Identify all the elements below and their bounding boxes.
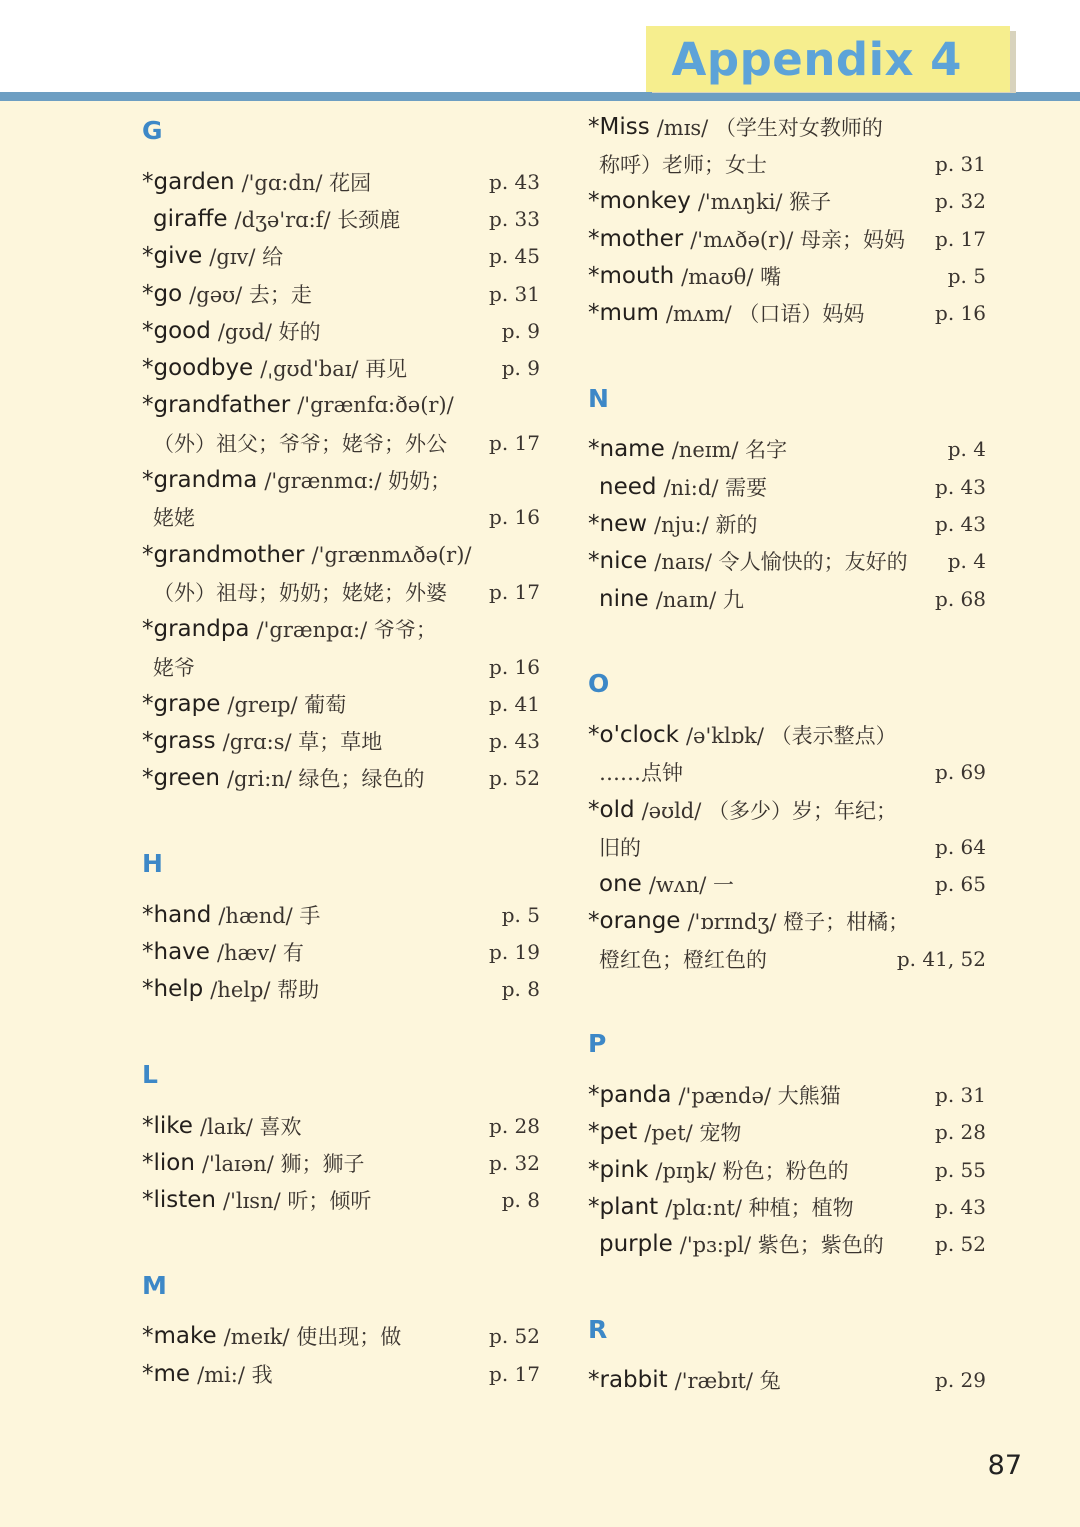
page-reference: p. 17 <box>935 226 986 251</box>
pronunciation-definition: /gʊd/ 好的 <box>217 319 321 344</box>
entry-line <box>142 760 540 797</box>
headword: *garden <box>142 168 235 195</box>
section-gap <box>588 332 986 371</box>
pronunciation-definition: /greɪp/ 葡萄 <box>227 692 347 717</box>
page-reference: p. 64 <box>935 834 986 859</box>
headword: one <box>599 871 642 898</box>
section-letter-r: R <box>588 1314 608 1344</box>
page-reference: p. 32 <box>935 189 986 214</box>
headword: *Miss <box>588 113 650 140</box>
pronunciation-definition: /mɪs/ （学生对女教师的 <box>656 115 883 140</box>
glossary-entry <box>588 257 986 294</box>
glossary-entry <box>588 865 986 902</box>
glossary-entry <box>142 312 540 349</box>
glossary-entry <box>142 760 540 797</box>
entry-continuation-line <box>588 828 986 865</box>
pronunciation-definition: /dʒə'rɑ:f/ 长颈鹿 <box>234 207 401 232</box>
page-reference: p. 43 <box>489 169 540 194</box>
page-reference: p. 52 <box>935 1232 986 1257</box>
pronunciation-definition: /'gɑ:dn/ 花园 <box>241 170 372 195</box>
headword: *panda <box>588 1081 672 1108</box>
glossary-entry <box>588 431 986 468</box>
right-column <box>588 108 986 1399</box>
section-letter-p: P <box>588 1029 607 1059</box>
section-gap <box>142 797 540 836</box>
glossary-entry <box>588 543 986 580</box>
headword: *help <box>142 976 204 1003</box>
glossary-entry <box>142 1107 540 1144</box>
entry-line <box>588 108 986 145</box>
page-reference: p. 68 <box>935 586 986 611</box>
glossary-entry <box>588 903 986 978</box>
glossary-entry <box>142 349 540 386</box>
entry-line <box>142 1107 540 1144</box>
entry-line <box>588 294 986 331</box>
pronunciation-definition: /'laɪən/ 狮；狮子 <box>201 1151 365 1176</box>
page-reference: p. 5 <box>947 263 986 288</box>
pronunciation-definition: /wʌn/ 一 <box>648 873 735 898</box>
glossary-entry <box>588 1362 986 1399</box>
entry-line <box>588 1151 986 1188</box>
glossary-entry <box>588 791 986 866</box>
headword: *grandma <box>142 467 258 494</box>
entry-line <box>588 1076 986 1113</box>
headword: *pink <box>588 1156 649 1183</box>
entry-line <box>142 200 540 237</box>
headword: *make <box>142 1323 217 1350</box>
glossary-entry <box>142 685 540 722</box>
definition-continuation: 旧的 <box>599 835 641 860</box>
headword: *green <box>142 765 220 792</box>
pronunciation-definition: /gri:n/ 绿色；绿色的 <box>226 767 425 792</box>
glossary-entry <box>142 896 540 933</box>
headword: *new <box>588 511 648 538</box>
entry-line <box>142 1144 540 1181</box>
entry-line <box>588 716 986 753</box>
entry-line <box>142 461 540 498</box>
glossary-entry <box>588 716 986 791</box>
entry-continuation-line <box>142 499 540 536</box>
glossary-entry <box>142 1318 540 1355</box>
entry-line <box>588 791 986 828</box>
page-reference: p. 43 <box>935 474 986 499</box>
page-reference: p. 8 <box>501 1188 540 1213</box>
pronunciation-definition: /naɪs/ 令人愉快的；友好的 <box>654 550 908 575</box>
entry-line <box>588 183 986 220</box>
entry-line <box>588 1188 986 1225</box>
pronunciation-definition: /nju:/ 新的 <box>654 513 758 538</box>
headword: *like <box>142 1112 193 1139</box>
definition-continuation: 姥爷 <box>153 655 195 680</box>
headword: *grandpa <box>142 616 250 643</box>
headword: *good <box>142 317 211 344</box>
page-reference: p. 9 <box>501 318 540 343</box>
page-title: Appendix 4 <box>671 32 962 86</box>
entry-line <box>142 275 540 312</box>
pronunciation-definition: /ə'klɒk/ （表示整点） <box>685 723 897 748</box>
section-letter-g: G <box>142 116 163 145</box>
pronunciation-definition: /grɑ:s/ 草；草地 <box>222 730 383 755</box>
glossary-entry <box>588 505 986 542</box>
headword: purple <box>599 1231 673 1258</box>
pronunciation-definition: /'grænpɑ:/ 爷爷； <box>256 618 437 643</box>
page-reference: p. 43 <box>935 512 986 537</box>
section-letter-h: H <box>142 849 163 879</box>
glossary-entry <box>142 933 540 970</box>
entry-line <box>142 896 540 933</box>
headword: *grass <box>142 728 216 755</box>
entry-line <box>142 163 540 200</box>
entry-line <box>588 580 986 617</box>
definition-continuation: 橙红色；橙红色的 <box>599 947 767 972</box>
headword: *give <box>142 243 203 270</box>
entry-continuation-line <box>588 754 986 791</box>
glossary-entry <box>588 1188 986 1225</box>
glossary-entry <box>588 468 986 505</box>
pronunciation-definition: /'pɜ:pl/ 紫色；紫色的 <box>679 1233 884 1258</box>
pronunciation-definition: /'ræbɪt/ 兔 <box>674 1369 781 1394</box>
pronunciation-definition: /'grænmɑ:/ 奶奶； <box>264 469 452 494</box>
entry-line <box>588 431 986 468</box>
glossary-entry <box>142 722 540 759</box>
headword: *mother <box>588 225 684 252</box>
page-reference: p. 9 <box>501 356 540 381</box>
glossary-entry <box>588 1226 986 1263</box>
glossary-entry <box>142 536 540 611</box>
entry-continuation-line <box>588 145 986 182</box>
page-reference: p. 41 <box>489 691 540 716</box>
entry-line <box>588 468 986 505</box>
section-letter-m: M <box>142 1270 167 1300</box>
definition-continuation: ……点钟 <box>599 761 683 786</box>
entry-line <box>142 685 540 722</box>
entry-line <box>588 543 986 580</box>
page-reference: p. 4 <box>947 549 986 574</box>
glossary-entry <box>588 108 986 183</box>
page-reference: p. 16 <box>489 505 540 530</box>
entry-continuation-line <box>142 648 540 685</box>
glossary-entry <box>142 238 540 275</box>
glossary-entry <box>142 1144 540 1181</box>
entry-continuation-line <box>142 573 540 610</box>
page-reference: p. 16 <box>935 301 986 326</box>
page-reference: p. 43 <box>489 729 540 754</box>
section-letter-l: L <box>142 1059 158 1089</box>
headword: *grandmother <box>142 541 305 568</box>
entry-line <box>588 1114 986 1151</box>
page-reference: p. 28 <box>489 1113 540 1138</box>
glossary-entry <box>588 1151 986 1188</box>
entry-line <box>142 971 540 1008</box>
entry-line <box>142 387 540 424</box>
glossary-entry <box>142 1182 540 1219</box>
left-column <box>142 108 540 1392</box>
headword: *lion <box>142 1149 195 1176</box>
pronunciation-definition: /pɪŋk/ 粉色；粉色的 <box>655 1158 849 1183</box>
entry-line <box>588 505 986 542</box>
pronunciation-definition: /mʌm/ （口语）妈妈 <box>665 302 865 327</box>
pronunciation-definition: /gɪv/ 给 <box>209 245 284 270</box>
pronunciation-definition: /'lɪsn/ 听；倾听 <box>223 1189 372 1214</box>
pronunciation-definition: /plɑ:nt/ 种植；植物 <box>665 1195 854 1220</box>
pronunciation-definition: /'grænmʌðə(r)/ <box>311 542 472 567</box>
glossary-entry <box>588 1076 986 1113</box>
glossary-entry <box>588 1114 986 1151</box>
page-reference: p. 41, 52 <box>896 946 986 971</box>
page-reference: p. 5 <box>501 902 540 927</box>
entry-line <box>588 1362 986 1399</box>
entry-line <box>142 1355 540 1392</box>
pronunciation-definition: /ˌgʊd'baɪ/ 再见 <box>260 357 408 382</box>
headword: *rabbit <box>588 1367 668 1394</box>
headword: *mouth <box>588 262 675 289</box>
pronunciation-definition: /'mʌðə(r)/ 母亲；妈妈 <box>690 227 906 252</box>
page-reference: p. 8 <box>501 977 540 1002</box>
pronunciation-definition: /help/ 帮助 <box>210 978 320 1003</box>
pronunciation-definition: /'ɒrɪndʒ/ 橙子；柑橘； <box>687 910 910 935</box>
headword: *go <box>142 280 183 307</box>
entry-continuation-line <box>588 940 986 977</box>
entry-line <box>142 536 540 573</box>
pronunciation-definition: /hænd/ 手 <box>218 903 321 928</box>
entry-line <box>142 722 540 759</box>
section-letter-o: O <box>588 669 610 699</box>
page-reference: p. 31 <box>935 1082 986 1107</box>
headword: need <box>599 473 657 500</box>
page-reference: p. 33 <box>489 206 540 231</box>
headword: *listen <box>142 1187 217 1214</box>
page-reference: p. 43 <box>935 1194 986 1219</box>
headword: *nice <box>588 548 648 575</box>
section-gap <box>588 617 986 656</box>
headword: nine <box>599 585 649 612</box>
definition-continuation: 称呼）老师；女士 <box>599 152 767 177</box>
glossary-entry <box>142 461 540 536</box>
glossary-entry <box>142 275 540 312</box>
title-tab <box>646 26 1010 92</box>
page-number: 87 <box>987 1450 1022 1481</box>
section-gap <box>588 977 986 1016</box>
page-reference: p. 31 <box>935 151 986 176</box>
page-reference: p. 4 <box>947 437 986 462</box>
entry-continuation-line <box>142 424 540 461</box>
headword: *pet <box>588 1119 638 1146</box>
entry-line <box>142 238 540 275</box>
pronunciation-definition: /neɪm/ 名字 <box>671 438 788 463</box>
headword: *goodbye <box>142 355 254 382</box>
pronunciation-definition: /hæv/ 有 <box>216 940 304 965</box>
page-reference: p. 16 <box>489 654 540 679</box>
headword: *orange <box>588 908 681 935</box>
headword: *monkey <box>588 188 691 215</box>
entry-line <box>142 1318 540 1355</box>
headword: *hand <box>142 901 212 928</box>
glossary-entry <box>142 163 540 200</box>
page-reference: p. 19 <box>489 939 540 964</box>
pronunciation-definition: /naɪn/ 九 <box>655 587 744 612</box>
glossary-entry <box>142 1355 540 1392</box>
glossary-entry <box>588 220 986 257</box>
definition-continuation: （外）祖母；奶奶；姥姥；外婆 <box>153 580 447 605</box>
pronunciation-definition: /gəʊ/ 去；走 <box>189 282 312 307</box>
page-reference: p. 52 <box>489 766 540 791</box>
pronunciation-definition: /əʊld/ （多少）岁；年纪； <box>641 798 897 823</box>
pronunciation-definition: /laɪk/ 喜欢 <box>199 1114 302 1139</box>
entry-line <box>588 220 986 257</box>
pronunciation-definition: /mi:/ 我 <box>197 1362 273 1387</box>
headword: giraffe <box>153 205 228 232</box>
section-gap <box>142 1008 540 1047</box>
section-gap <box>142 1219 540 1258</box>
headword: *grape <box>142 690 221 717</box>
section-gap <box>588 1263 986 1302</box>
entry-line <box>588 865 986 902</box>
glossary-entry <box>142 971 540 1008</box>
page-reference: p. 29 <box>935 1368 986 1393</box>
page-reference: p. 45 <box>489 244 540 269</box>
headword: *me <box>142 1360 191 1387</box>
headword: *o'clock <box>588 721 679 748</box>
headword: *grandfather <box>142 392 291 419</box>
page-reference: p. 32 <box>489 1150 540 1175</box>
page-reference: p. 55 <box>935 1157 986 1182</box>
glossary-entry <box>142 611 540 686</box>
entry-line <box>142 933 540 970</box>
pronunciation-definition: /pet/ 宠物 <box>644 1121 742 1146</box>
page-reference: p. 52 <box>489 1324 540 1349</box>
glossary-entry <box>142 200 540 237</box>
definition-continuation: 姥姥 <box>153 506 195 531</box>
entry-line <box>142 1182 540 1219</box>
pronunciation-definition: /'mʌŋki/ 猴子 <box>697 190 832 215</box>
headword: *mum <box>588 300 659 327</box>
pronunciation-definition: /'grænfɑ:ðə(r)/ <box>297 393 454 418</box>
page-reference: p. 17 <box>489 579 540 604</box>
entry-line <box>588 903 986 940</box>
pronunciation-definition: /'pændə/ 大熊猫 <box>678 1083 841 1108</box>
entry-line <box>588 1226 986 1263</box>
section-letter-n: N <box>588 383 609 413</box>
page-reference: p. 28 <box>935 1120 986 1145</box>
pronunciation-definition: /ni:d/ 需要 <box>663 475 768 500</box>
entry-line <box>142 349 540 386</box>
headword: *old <box>588 796 635 823</box>
page-reference: p. 17 <box>489 1361 540 1386</box>
page-reference: p. 69 <box>935 760 986 785</box>
header-rule <box>0 92 1080 101</box>
headword: *name <box>588 436 665 463</box>
pronunciation-definition: /maʊθ/ 嘴 <box>681 264 782 289</box>
glossary-entry <box>588 183 986 220</box>
glossary-entry <box>588 580 986 617</box>
entry-line <box>588 257 986 294</box>
page-reference: p. 65 <box>935 872 986 897</box>
page-reference: p. 17 <box>489 430 540 455</box>
entry-line <box>142 611 540 648</box>
definition-continuation: （外）祖父；爷爷；姥爷；外公 <box>153 431 447 456</box>
headword: *plant <box>588 1193 659 1220</box>
page-reference: p. 31 <box>489 281 540 306</box>
entry-line <box>142 312 540 349</box>
pronunciation-definition: /meɪk/ 使出现；做 <box>223 1325 402 1350</box>
glossary-entry <box>142 387 540 462</box>
headword: *have <box>142 938 210 965</box>
glossary-entry <box>588 294 986 331</box>
